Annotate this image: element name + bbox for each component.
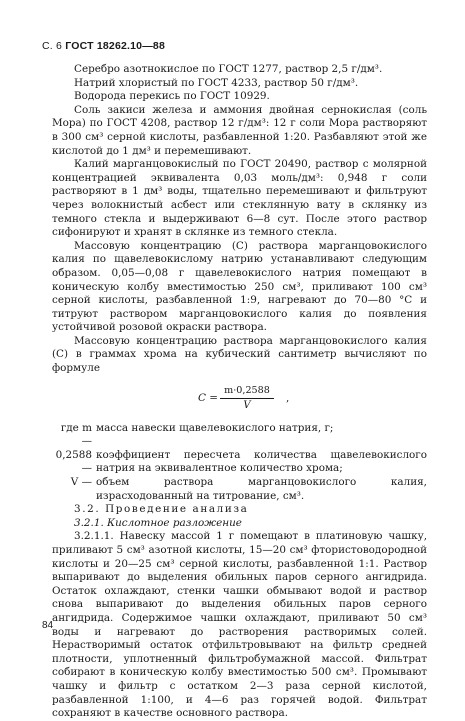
running-header <box>42 40 165 52</box>
page-number: 84 <box>42 620 54 631</box>
subsection-heading: 3.2.1. Кислотное разложение <box>74 516 242 529</box>
definition-symbol: V — <box>70 476 92 489</box>
paragraph: Водорода перекись по ГОСТ 10929. <box>74 90 270 103</box>
formula-fraction <box>220 384 274 413</box>
paragraph: Соль закиси железа и аммония двойная сернокислая (соль Мора) по ГОСТ 4208, раствор 12 г/дм³: 12 г соли Мора растворяют в 300 см³ серной кислоты, разбавленной 1:20. Разбавляют этой же кислотой до 1 дм³ и перемешивают. <box>52 103 427 157</box>
formula-lhs: C = <box>198 391 218 404</box>
definitions-lead: где <box>60 421 79 434</box>
definition-text: объем раствора марганцовокислого калия, израсходованный на титрование, см³. <box>96 476 427 502</box>
formula-numerator: m·0,2588 <box>220 384 274 400</box>
paragraph: Массовую концентрацию (C) раствора марганцовокислого калия по щавелевокислому натрию устанавливают следующим образом. 0,05—0,08 г щавелевокислого натрия помещают в коническую колбу вместимостью 250 см³, приливают 100 см³ серной кислоты, разбавленной 1:9, нагревают до 70—80 °C и титруют раствором марганцовокислого калия до появления устойчивой розовой окраски раствора. <box>52 239 427 334</box>
page-prefix: С. 6 <box>42 40 63 52</box>
paragraph: Натрий хлористый по ГОСТ 4233, раствор 50 г/дм³. <box>74 76 359 89</box>
definition-symbol-m: m — <box>81 421 92 448</box>
definition-symbol <box>52 422 96 449</box>
definition-row <box>52 422 427 449</box>
definition-text: масса навески щавелевокислого натрия, г; <box>96 421 334 434</box>
doc-code: ГОСТ 18262.10—88 <box>65 40 165 52</box>
formula-denominator: V <box>243 400 251 412</box>
paragraph-procedure: 3.2.1.1. Навеску массой 1 г помещают в платиновую чашку, приливают 5 см³ азотной кислоты, 15—20 см³ фтористоводородной кислоты и 20—25 см³ серной кислоты, разбавленной 1:1. Раствор выпаривают до выделения обильных паров серного ангидрида. Остаток охлаждают, стенки чашки обмывают водой и раствор снова выпаривают до выделения обильных паров серного ангидрида. Содержимое чашки охлаждают, приливают 50 см³ воды и нагревают до растворения растворимых солей. Нерастворимый остаток отфильтровывают на фильтр средней плотности, уплотненный фильтробумажной массой. Фильтрат собирают в коническую колбу вместимостью 500 см³. Промывают чашку и фильтр с остатком 2—3 раза серной кислотой, разбавленной 1:100, и 4—6 раз горячей водой. Фильтрат сохраняют в качестве основного раствора. <box>52 530 427 720</box>
section-heading: 3.2. Проведение анализа <box>74 503 249 516</box>
paragraph: Серебро азотнокислое по ГОСТ 1277, раствор 2,5 г/дм³. <box>74 63 383 75</box>
definition-row <box>52 449 427 476</box>
formula-tail: , <box>286 391 290 404</box>
definition-text: коэффициент пересчета количества щавелевокислого натрия на эквивалентное количество хрома; <box>96 448 427 475</box>
definition-row <box>52 476 427 503</box>
definition-symbol: 0,2588 — <box>55 448 92 475</box>
formula <box>52 384 427 414</box>
definitions <box>52 422 427 504</box>
page-body <box>52 63 427 721</box>
paragraph: Массовую концентрацию раствора марганцовокислого калия (C) в граммах хрома на кубический сантиметр вычисляют по формуле <box>52 334 427 375</box>
paragraph: Калий марганцовокислый по ГОСТ 20490, раствор с молярной концентрацией эквивалента 0,03 моль/дм³: 0,948 г соли растворяют в 1 дм³ воды, тщательно перемешивают и фильтруют через волокнистый асбест или стеклянную вату в склянку из темного стекла и выдерживают 6—8 сут. После этого раствор сифонируют и хранят в склянке из темного стекла. <box>52 158 427 239</box>
